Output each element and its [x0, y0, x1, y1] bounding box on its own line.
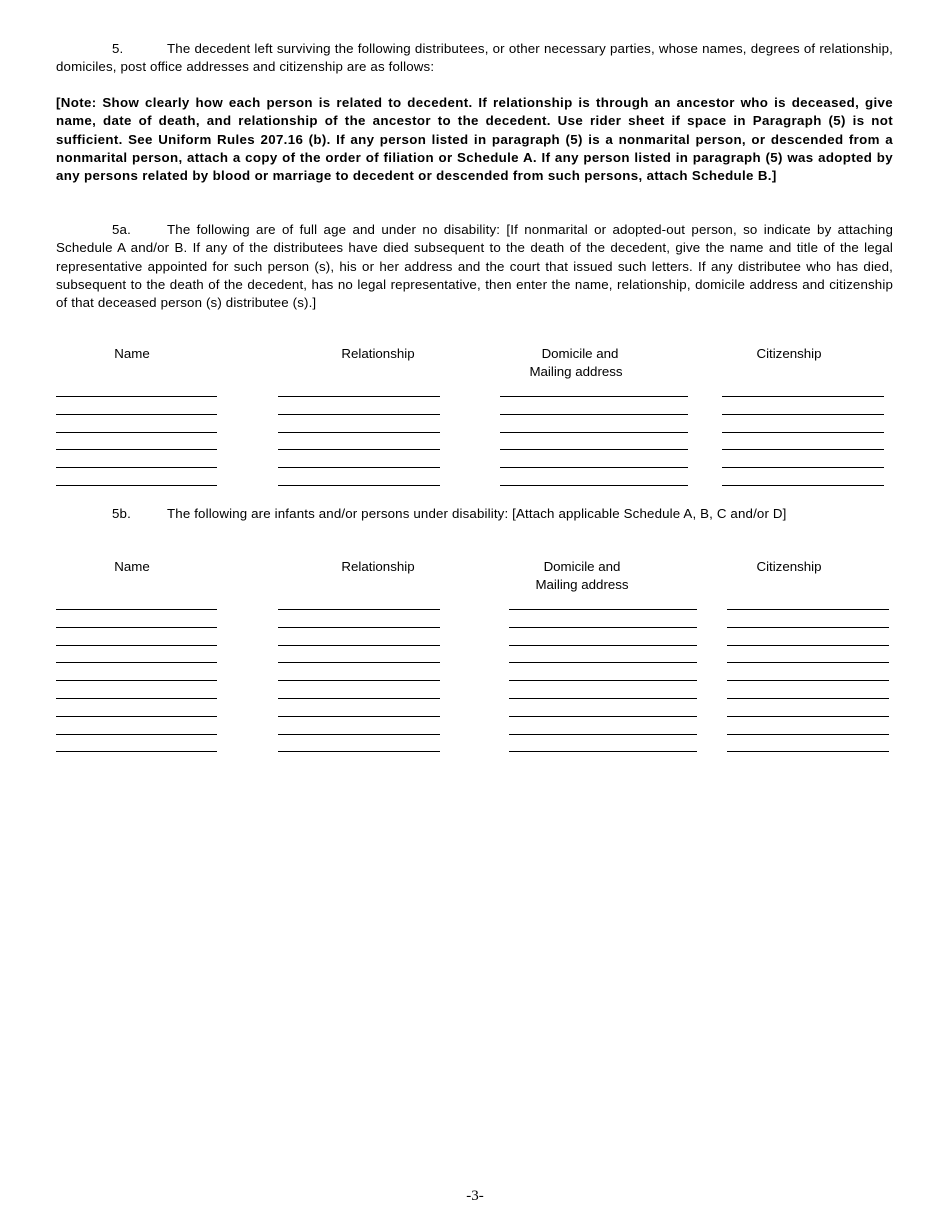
note-paragraph: [Note: Show clearly how each person is related to decedent. If relationship is through an ancestor who is deceased, give name, date of death, and relationship of the ancestor to the decedent. Use rider sheet if space in Paragraph (5) is not sufficient. See Uniform Rules 207.16 (b). If any person listed in paragraph (5) is a nonmarital person, or descended from a nonmarital person, attach a copy of the order of filiation or Schedule A. If any person listed in paragraph (5) was adopted by any persons related by blood or marriage to decedent or descended from such persons, attach Schedule B.]	[56, 95, 893, 184]
table-5b-citizenship-blank-line[interactable]	[727, 698, 889, 699]
table-5a-domicile-blank-line[interactable]	[500, 485, 688, 486]
table-5a-name-blank-line[interactable]	[56, 449, 217, 450]
paragraph-5a	[56, 221, 893, 312]
table-5b-row	[0, 649, 950, 667]
table-5b-domicile-blank-line[interactable]	[509, 698, 697, 699]
table-5b-domicile-blank-line[interactable]	[509, 645, 697, 646]
table-5a-citizenship-blank-line[interactable]	[722, 485, 884, 486]
table-5b-citizenship-blank-line[interactable]	[727, 680, 889, 681]
table-5b-name-blank-line[interactable]	[56, 698, 217, 699]
paragraph-5b-number: 5b.	[112, 506, 131, 521]
table-5b-relationship-blank-line[interactable]	[278, 734, 440, 735]
table-5b-relationship-blank-line[interactable]	[278, 645, 440, 646]
table-5a-citizenship-blank-line[interactable]	[722, 414, 884, 415]
table-5b-row	[0, 738, 950, 756]
table-5b-domicile-blank-line[interactable]	[509, 680, 697, 681]
table-5a-relationship-blank-line[interactable]	[278, 414, 440, 415]
table-5b-domicile-blank-line[interactable]	[509, 751, 697, 752]
table-5b-row	[0, 614, 950, 632]
table-5a-row	[0, 383, 950, 401]
paragraph-5-text: The decedent left surviving the following distributees, or other necessary parties, whose names, degrees of relationship, domiciles, post office addresses and citizenship are as follows:	[56, 41, 893, 75]
table-5b-row	[0, 685, 950, 703]
table-5b-citizenship-blank-line[interactable]	[727, 734, 889, 735]
table-5a-row	[0, 401, 950, 419]
table-5a-domicile-blank-line[interactable]	[500, 449, 688, 450]
table-5a-citizenship-blank-line[interactable]	[722, 467, 884, 468]
table-5a-relationship-blank-line[interactable]	[278, 432, 440, 433]
table-5a-name-blank-line[interactable]	[56, 485, 217, 486]
paragraph-5b	[56, 505, 893, 523]
table-5b-relationship-blank-line[interactable]	[278, 662, 440, 663]
table-5a-domicile-blank-line[interactable]	[500, 396, 688, 397]
table-5b-citizenship-blank-line[interactable]	[727, 645, 889, 646]
table-5b-row	[0, 721, 950, 739]
table-5b-name-blank-line[interactable]	[56, 716, 217, 717]
table-5b-row	[0, 632, 950, 650]
table-5a-citizenship-blank-line[interactable]	[722, 432, 884, 433]
page-number: -3-	[466, 1188, 484, 1204]
table-5a-rows	[0, 383, 950, 490]
table-5b-header-name: Name	[114, 559, 150, 574]
paragraph-5a-number: 5a.	[112, 222, 131, 237]
table-5b-citizenship-blank-line[interactable]	[727, 609, 889, 610]
table-5a-name-blank-line[interactable]	[56, 432, 217, 433]
table-5a-header-domicile-line1: Domicile and	[541, 346, 619, 361]
table-5a-relationship-blank-line[interactable]	[278, 485, 440, 486]
table-5b-relationship-blank-line[interactable]	[278, 680, 440, 681]
table-5b-name-blank-line[interactable]	[56, 734, 217, 735]
table-5a-citizenship-blank-line[interactable]	[722, 396, 884, 397]
table-5a-name-blank-line[interactable]	[56, 414, 217, 415]
table-5b-domicile-blank-line[interactable]	[509, 609, 697, 610]
table-5a-header-citizenship: Citizenship	[756, 346, 822, 361]
table-5a-row	[0, 436, 950, 454]
table-5b-name-blank-line[interactable]	[56, 680, 217, 681]
table-5b-name-blank-line[interactable]	[56, 645, 217, 646]
table-5a-name-blank-line[interactable]	[56, 467, 217, 468]
table-5a-relationship-blank-line[interactable]	[278, 396, 440, 397]
table-5b-name-blank-line[interactable]	[56, 609, 217, 610]
table-5b-rows	[0, 596, 950, 756]
table-5b-header-citizenship: Citizenship	[756, 559, 822, 574]
table-5b-header-relationship: Relationship	[341, 559, 415, 574]
table-5a-citizenship-blank-line[interactable]	[722, 449, 884, 450]
table-5b-domicile-blank-line[interactable]	[509, 734, 697, 735]
table-5b-domicile-blank-line[interactable]	[509, 662, 697, 663]
table-5a-header-name: Name	[114, 346, 150, 361]
table-5b-row	[0, 703, 950, 721]
table-5b-header-domicile-line1: Domicile and	[543, 559, 621, 574]
table-5a-row	[0, 419, 950, 437]
table-5a-relationship-blank-line[interactable]	[278, 467, 440, 468]
table-5b-row	[0, 667, 950, 685]
table-5b-domicile-blank-line[interactable]	[509, 716, 697, 717]
table-5b-name-blank-line[interactable]	[56, 662, 217, 663]
table-5a-relationship-blank-line[interactable]	[278, 449, 440, 450]
table-5a-name-blank-line[interactable]	[56, 396, 217, 397]
table-5b-citizenship-blank-line[interactable]	[727, 627, 889, 628]
paragraph-5b-text: The following are infants and/or persons under disability: [Attach applicable Schedule A, B, C and/or D]	[167, 506, 787, 521]
table-5b-relationship-blank-line[interactable]	[278, 698, 440, 699]
table-5b-name-blank-line[interactable]	[56, 627, 217, 628]
table-5b-citizenship-blank-line[interactable]	[727, 716, 889, 717]
table-5b-citizenship-blank-line[interactable]	[727, 662, 889, 663]
paragraph-5-number: 5.	[112, 41, 124, 56]
table-5b-relationship-blank-line[interactable]	[278, 609, 440, 610]
table-5a-row	[0, 454, 950, 472]
table-5b-relationship-blank-line[interactable]	[278, 751, 440, 752]
table-5a-domicile-blank-line[interactable]	[500, 414, 688, 415]
paragraph-5a-text: The following are of full age and under no disability: [If nonmarital or adopted-out person, so indicate by attaching Schedule A and/or B. If any of the distributees have died subsequent to the death of the decedent, give the name and title of the legal representative appointed for such person (s), his or her address and the court that issued such letters. If any distributee who has died, subsequent to the death of the decedent, has no legal representative, then enter the name, relationship, domicile address and citizenship of that deceased person (s) distributee (s).]	[56, 222, 893, 311]
table-5b-name-blank-line[interactable]	[56, 751, 217, 752]
table-5a-header-domicile-line2: Mailing address	[529, 364, 623, 379]
table-5b-relationship-blank-line[interactable]	[278, 716, 440, 717]
table-5a-row	[0, 472, 950, 490]
table-5b-row	[0, 596, 950, 614]
table-5a-header-relationship: Relationship	[341, 346, 415, 361]
table-5b-citizenship-blank-line[interactable]	[727, 751, 889, 752]
table-5b-header-domicile-line2: Mailing address	[535, 577, 629, 592]
table-5b-domicile-blank-line[interactable]	[509, 627, 697, 628]
table-5a-domicile-blank-line[interactable]	[500, 432, 688, 433]
paragraph-5	[56, 40, 893, 77]
table-5a-header-domicile	[500, 345, 660, 381]
table-5b-relationship-blank-line[interactable]	[278, 627, 440, 628]
table-5a-domicile-blank-line[interactable]	[500, 467, 688, 468]
table-5b-header-domicile	[502, 558, 662, 594]
